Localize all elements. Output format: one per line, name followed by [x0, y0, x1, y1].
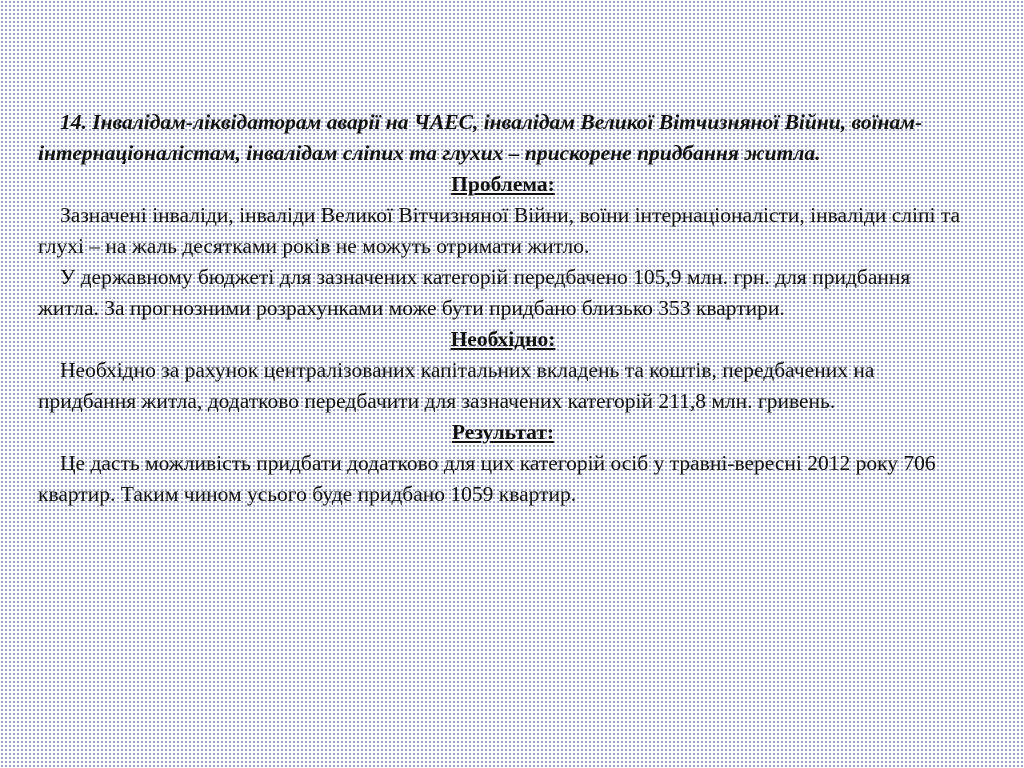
slide-heading: 14. Інвалідам-ліквідаторам аварії на ЧАЕС, інвалідам Великої Вітчизняної Війни, воїнам-інтернаціоналістам, інвалідам сліпих та глухих – прискорене придбання житла. [38, 110, 923, 165]
result-paragraph: Це дасть можливість придбати додатково для цих категорій осіб у травні-вересні 2012 року 706 квартир. Таким чином усього буде придбано 1059 квартир. [38, 451, 936, 506]
problem-paragraph-2: У державному бюджеті для зазначених категорій передбачено 105,9 млн. грн. для придбання житла. За прогнозними розрахунками може бути придбано близько 353 квартири. [38, 265, 911, 320]
section-title-result: Результат: [451, 420, 555, 444]
section-title-required: Необхідно: [450, 327, 556, 351]
required-paragraph: Необхідно за рахунок централізованих капітальних вкладень та коштів, передбачених на придбання житла, додатково передбачити для зазначених категорій 211,8 млн. гривень. [38, 358, 875, 413]
slide-content [38, 107, 968, 510]
problem-paragraph-1: Зазначені інваліди, інваліди Великої Вітчизняної Війни, воїни інтернаціоналісти, інваліди сліпі та глухі – на жаль десятками років не можуть отримати житло. [38, 203, 961, 258]
section-title-problem: Проблема: [451, 172, 555, 196]
